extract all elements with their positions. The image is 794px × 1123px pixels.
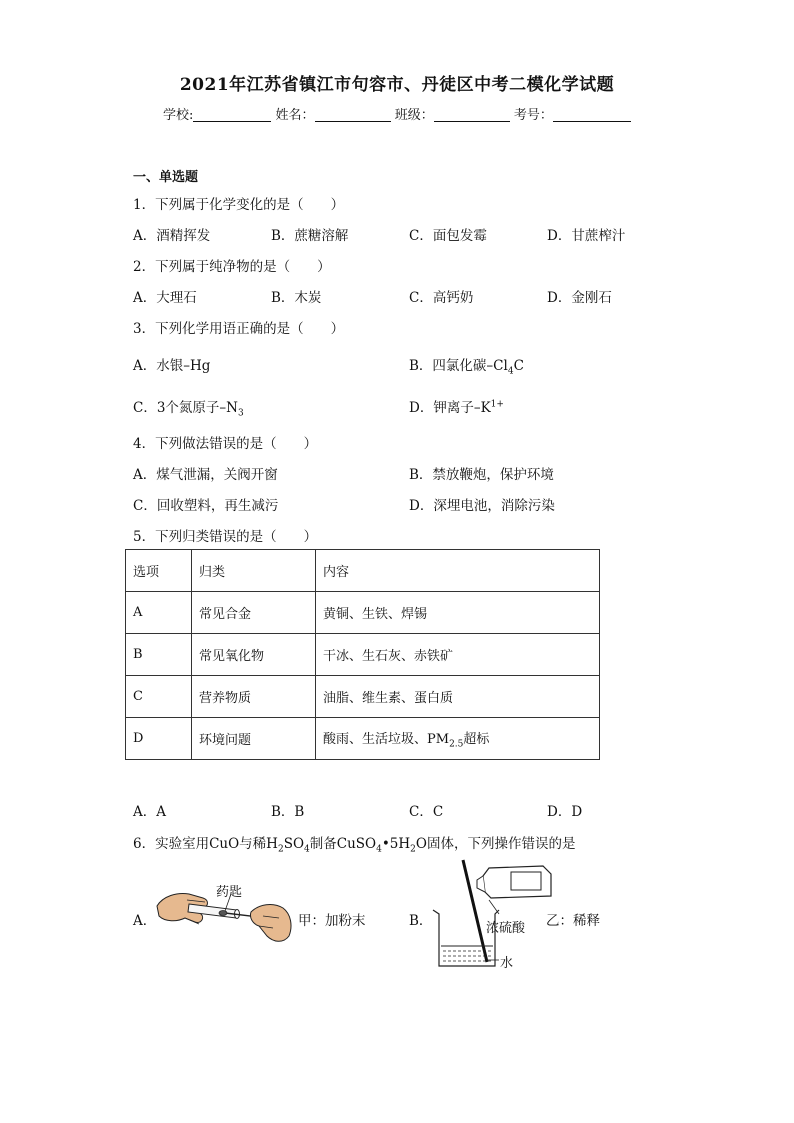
q2-option-a: A．大理石 bbox=[133, 290, 197, 306]
section-title: 一、单选题 bbox=[133, 170, 199, 185]
q3-option-b: B．四氯化碳$-Cl_4C$ bbox=[409, 358, 524, 377]
q4-option-b: B．禁放鞭炮，保护环境 bbox=[409, 467, 554, 483]
q5-table bbox=[125, 549, 600, 760]
q1-option-c: C．面包发霉 bbox=[409, 228, 487, 244]
q4-option-d: D．深埋电池，消除污染 bbox=[409, 498, 555, 514]
table-row bbox=[126, 676, 600, 718]
table-header-cell: 归类 bbox=[192, 550, 316, 592]
table-header-cell: 选项 bbox=[126, 550, 192, 592]
water-label: 水 bbox=[500, 956, 514, 971]
table-cell: C bbox=[126, 676, 192, 718]
acid-label: 浓硫酸 bbox=[486, 921, 526, 936]
name-label: 姓名： bbox=[275, 108, 315, 123]
table-cell: 油脂、维生素、蛋白质 bbox=[316, 676, 600, 718]
q3-option-d: D．钾离子$-K^{1+}$ bbox=[409, 399, 504, 416]
class-label: 班级： bbox=[394, 108, 434, 123]
table-cell: 干冰、生石灰、赤铁矿 bbox=[316, 634, 600, 676]
page-title: 2021年江苏省镇江市句容市、丹徒区中考二模化学试题 bbox=[179, 75, 615, 95]
table-cell: 环境问题 bbox=[192, 718, 316, 760]
table-cell: 酸雨、生活垃圾、$PM_{2.5}$超标 bbox=[316, 718, 600, 760]
spoon-label: 药匙 bbox=[216, 885, 243, 900]
exam-no-label: 考号： bbox=[513, 108, 553, 123]
q2-option-b: B．木炭 bbox=[271, 290, 322, 306]
q2-stem: 2．下列属于纯净物的是（ ） bbox=[133, 259, 331, 275]
table-cell: 常见合金 bbox=[192, 592, 316, 634]
q1-stem: 1．下列属于化学变化的是（ ） bbox=[133, 197, 345, 213]
dilute-acid-figure bbox=[425, 858, 560, 970]
school-label: 学校: bbox=[163, 108, 194, 123]
school-blank[interactable] bbox=[193, 107, 271, 122]
q3-option-c: C．3个氮原子$-N_3$ bbox=[133, 400, 244, 419]
q5-stem: 5．下列归类错误的是（ ） bbox=[133, 529, 318, 545]
class-blank[interactable] bbox=[434, 107, 510, 122]
q3-stem: 3．下列化学用语正确的是（ ） bbox=[133, 321, 345, 337]
info-line bbox=[163, 104, 631, 123]
table-cell: D bbox=[126, 718, 192, 760]
table-row bbox=[126, 718, 600, 760]
q4-stem: 4．下列做法错误的是（ ） bbox=[133, 436, 318, 452]
q5-option-c: C．C bbox=[409, 804, 444, 820]
table-cell: 黄铜、生铁、焊锡 bbox=[316, 592, 600, 634]
table-cell: B bbox=[126, 634, 192, 676]
q5-option-d: D．D bbox=[547, 804, 583, 820]
q1-option-a: A．酒精挥发 bbox=[133, 228, 211, 244]
q2-option-c: C．高钙奶 bbox=[409, 290, 474, 306]
table-row bbox=[126, 592, 600, 634]
table-cell: A bbox=[126, 592, 192, 634]
table-header-row bbox=[126, 550, 600, 592]
q6-option-b-letter: B． bbox=[409, 913, 433, 929]
q3-option-a: A．水银–Hg bbox=[133, 358, 211, 374]
table-header-cell: 内容 bbox=[316, 550, 600, 592]
table-row bbox=[126, 634, 600, 676]
q5-option-b: B．B bbox=[271, 804, 305, 820]
q6-option-b-caption: 乙：稀释 bbox=[546, 913, 600, 929]
q1-option-d: D．甘蔗榨汁 bbox=[547, 228, 626, 244]
exam-no-blank[interactable] bbox=[553, 107, 631, 122]
name-blank[interactable] bbox=[315, 107, 391, 122]
q5-option-a: A．A bbox=[133, 804, 166, 820]
q6-stem: 6．实验室用CuO与稀$H_2SO_4$制备$CuSO_4•5H_2O$固体，下列操作错误的是 bbox=[133, 836, 576, 855]
q6-option-a-caption: 甲：加粉末 bbox=[298, 913, 366, 929]
table-cell: 常见氧化物 bbox=[192, 634, 316, 676]
q4-option-a: A．煤气泄漏，关阀开窗 bbox=[133, 467, 278, 483]
q1-option-b: B．蔗糖溶解 bbox=[271, 228, 349, 244]
q6-option-a-letter: A． bbox=[133, 913, 157, 929]
q2-option-d: D．金刚石 bbox=[547, 290, 612, 306]
table-cell: 营养物质 bbox=[192, 676, 316, 718]
q4-option-c: C．回收塑料，再生减污 bbox=[133, 498, 279, 514]
